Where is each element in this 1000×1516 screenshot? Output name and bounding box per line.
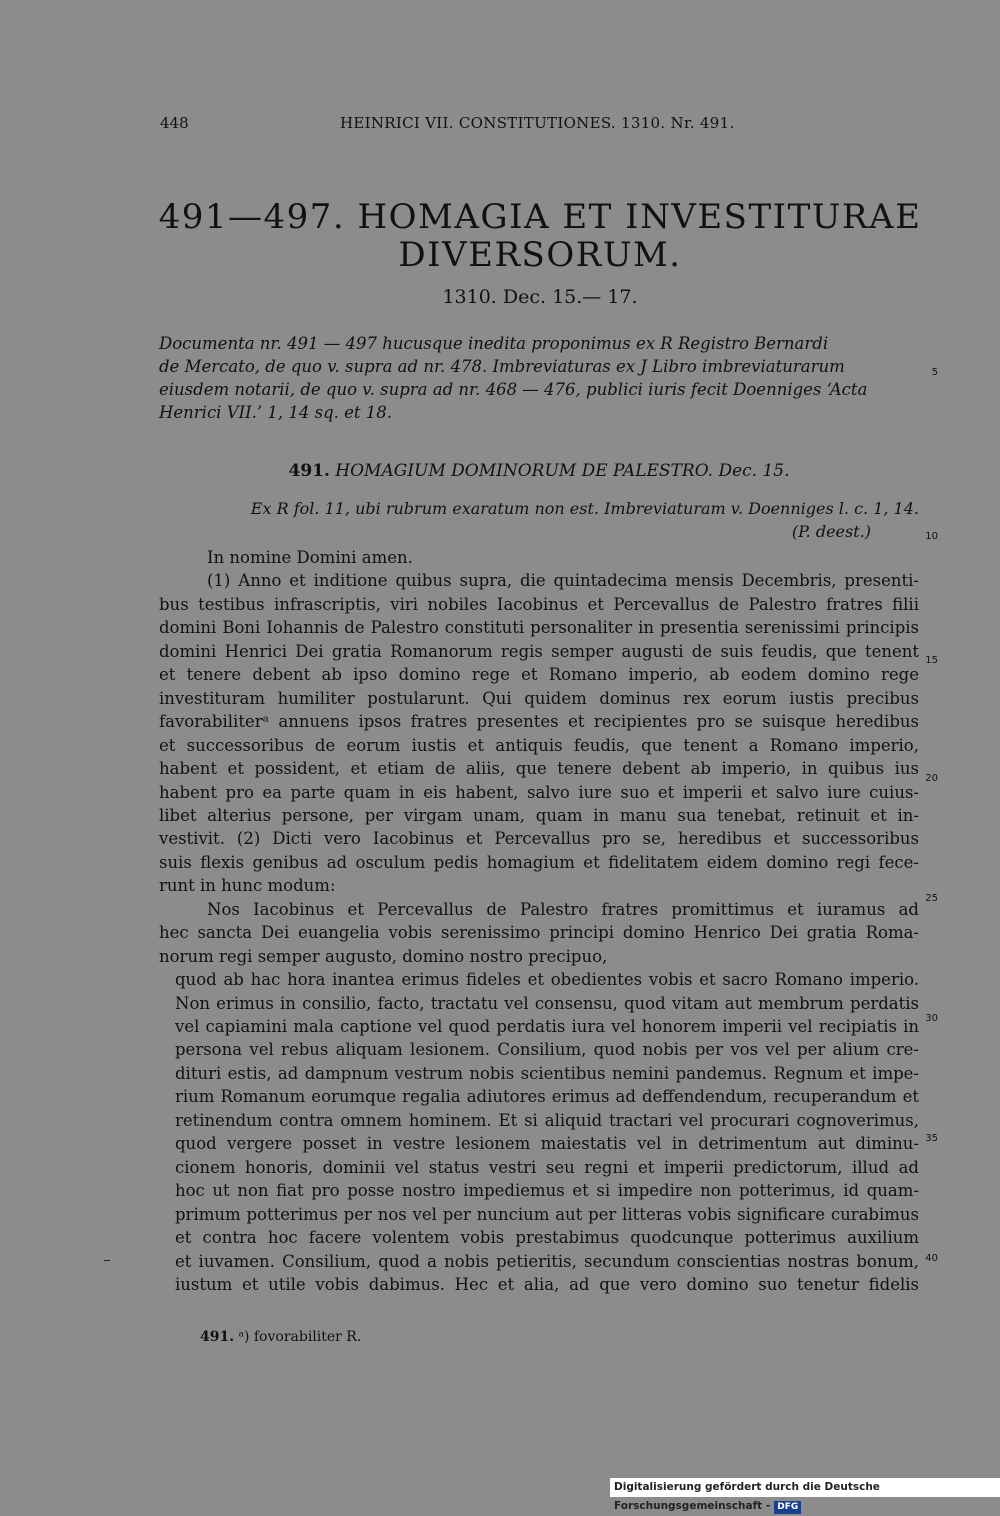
footer-credit [610,1478,1000,1512]
body-line: In nomine Domini amen. [207,548,413,567]
line-number: 35 [925,1133,938,1144]
body-line: investituram humiliter postularunt. Qui quidem dominus rex eorum iustis precibus [159,688,919,708]
body-line: Non erimus in consilio, facto, tractatu vel consensu, quod vitam aut membrum perdatis [175,993,919,1013]
page-number: 448 [160,114,189,132]
body-line: et contra hoc facere volentem vobis prestabimus quodcunque potterimus auxilium [175,1228,919,1248]
section-title [150,198,930,274]
footer-credit-text: Digitalisierung gefördert durch die Deutsche Forschungsgemeinschaft - [614,1481,880,1512]
section-title-line1: 491—497. HOMAGIA ET INVESTITURAE [158,197,922,237]
body-line: primum potterimus per nos vel per nuncium aut per litteras vobis significare curabimus [175,1204,919,1224]
body-line: persona vel rebus aliquam lesionem. Consilium, quod nobis per vos vel per alium cre- [175,1040,919,1060]
line-number: 10 [925,531,938,542]
body-line: bus testibus infrascriptis, viri nobiles Iacobinus et Percevallus de Palestro fratres filii [159,594,919,614]
intro-line: Henrici VII.’ 1, 14 sq. et 18. [159,403,393,422]
running-head [160,114,920,138]
intro-line: de Mercato, de quo v. supra ad nr. 478. Imbreviaturas ex J Libro imbreviaturarum [159,357,845,376]
document-number: 491. [288,461,330,481]
source-note-line1: Ex R fol. 11, ubi rubrum exaratum non est. Imbreviaturam v. Doenniges l. c. 1, 14. [250,499,919,518]
line-number: 5 [931,367,938,378]
body-line: dituri estis, ad dampnum vestrum nobis scientibus nemini pandemus. Regnum et impe- [175,1063,919,1083]
body-line: (1) Anno et inditione quibus supra, die quintadecima mensis Decembris, presenti- [207,571,919,591]
source-note-line2: (P. deest.) [791,522,871,541]
dfg-logo-icon: DFG [774,1501,801,1514]
document-title: HOMAGIUM DOMINORUM DE PALESTRO. [335,461,714,481]
section-title-line2: DIVERSORUM. [398,235,682,275]
line-number: 40 [925,1253,938,1264]
running-title: HEINRICI VII. CONSTITUTIONES. 1310. Nr. 491. [340,114,735,132]
body-line: quod ab hac hora inantea erimus fideles et obedientes vobis et sacro Romano imperio. [175,970,919,990]
body-line: et tenere debent ab ipso domino rege et Romano imperio, ab eodem domino rege [159,665,919,685]
section-date: 1310. Dec. 15.— 17. [442,286,638,308]
intro-line: eiusdem notarii, de quo v. supra ad nr. 468 — 476, publici iuris fecit Doenniges ‘Acta [159,380,868,399]
line-number: 30 [925,1013,938,1024]
footnote-text: ᵃ) fovorabiliter R. [238,1329,362,1345]
source-note [159,497,919,543]
line-number: 20 [925,773,938,784]
document-heading [159,461,919,481]
body-line: libet alterius persone, per virgam unam, quam in manu sua tenebat, retinuit et in- [159,805,919,825]
body-line: Nos Iacobinus et Percevallus de Palestro fratres promittimus et iuramus ad [207,899,919,919]
body-line: iustum et utile vobis dabimus. Hec et alia, ad que vero domino suo tenetur fidelis [175,1274,919,1294]
footnote [200,1329,361,1345]
body-line: cionem honoris, dominii vel status vestri seu regni et imperii predictorum, illud ad [175,1157,919,1177]
body-line: rium Romanum eorumque regalia adiutores erimus ad deffendendum, recuperandum et [175,1087,919,1107]
body-line: hoc ut non fiat pro posse nostro impediemus et si impedire non potterimus, id quam- [175,1181,919,1201]
body-line: quod vergere posset in vestre lesionem maiestatis vel in detrimentum aut diminu- [175,1134,919,1154]
body-line: domini Boni Iohannis de Palestro constituti personaliter in presentia serenissimi principis [159,618,919,638]
body-line: vel capiamini mala captione vel quod perdatis iura vel honorem imperii vel recipiatis in [175,1017,919,1036]
body-line: habent pro ea parte quam in eis habent, salvo iure suo et imperii et salvo iure cuius- [159,782,919,802]
body-line: hec sancta Dei euangelia vobis serenissimo principi domino Henrico Dei gratia Roma- [159,923,919,943]
body-line: favorabiliterᵃ annuens ipsos fratres presentes et recipientes pro se suisque heredibus [159,712,919,732]
body-line: suis flexis genibus ad osculum pedis homagium et fidelitatem eidem domino regi fece- [159,852,919,872]
body-line: domini Henrici Dei gratia Romanorum regis semper augusti de suis feudis, que tenent [159,641,919,661]
body-line: et successoribus de eorum iustis et antiquis feudis, que tenent a Romano imperio, [159,735,919,755]
document-date: Dec. 15. [718,461,790,481]
line-number: 15 [925,655,938,666]
margin-mark [104,1260,110,1261]
body-line: habent et possident, et etiam de aliis, que tenere debent ab imperio, in quibus ius [159,759,919,779]
line-number: 25 [925,893,938,904]
body-line: et iuvamen. Consilium, quod a nobis petieritis, secundum conscientias nostras bonum, [175,1251,919,1271]
body-line: vestivit. (2) Dicti vero Iacobinus et Percevallus pro se, heredibus et successoribus [159,829,919,849]
body-line: norum regi semper augusto, domino nostro precipuo, [159,946,608,966]
body-line: retinendum contra omnem hominem. Et si aliquid tractari vel procurari cognoverimus, [175,1110,919,1130]
body-line: runt in hunc modum: [159,876,336,896]
footnote-number: 491. [200,1329,235,1345]
intro-line: Documenta nr. 491 — 497 hucusque inedita proponimus ex R Registro Bernardi [159,334,829,353]
